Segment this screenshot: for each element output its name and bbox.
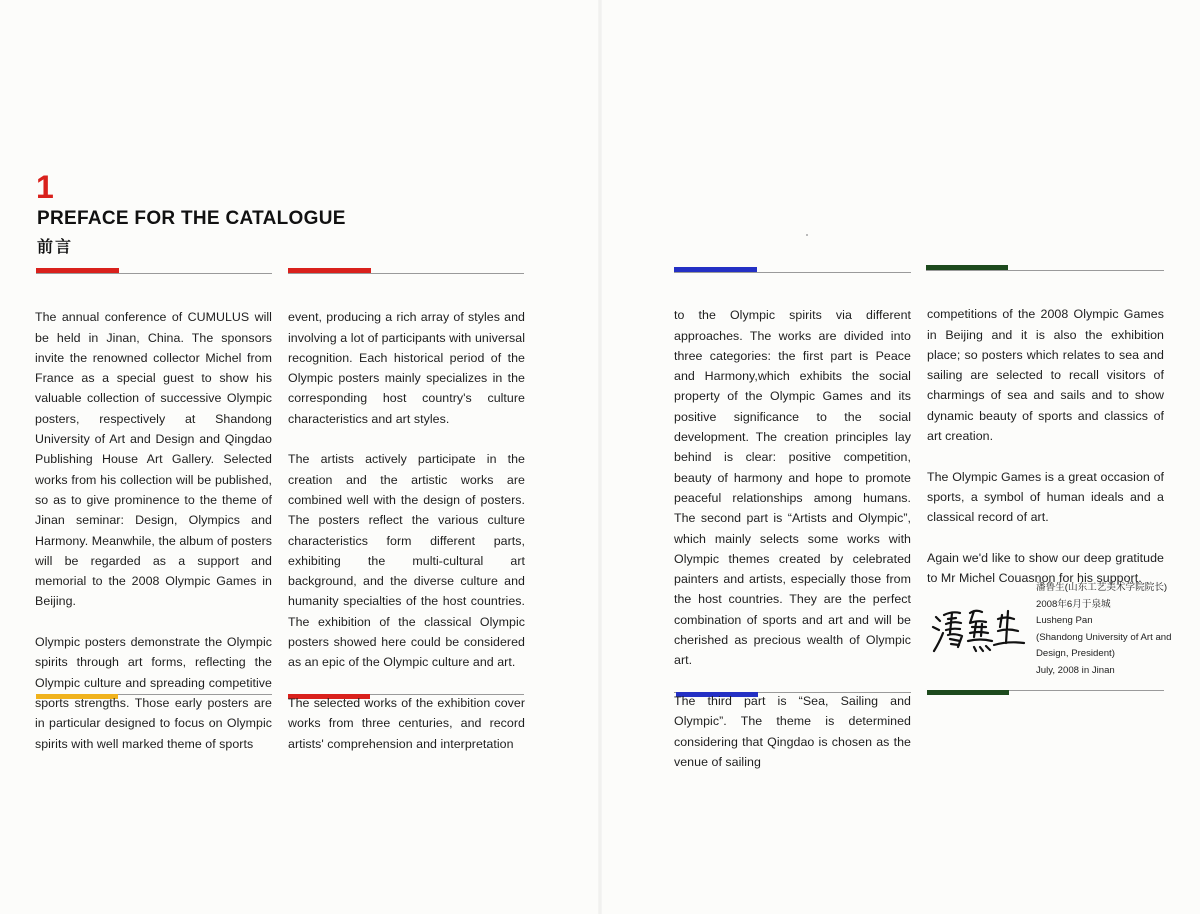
text-column-2: [288, 287, 525, 774]
text-column-4: [927, 284, 1164, 609]
text-column-1: [35, 287, 272, 774]
column-4-paragraph: The Olympic Games is a great occasion of sports, a symbol of human ideals and a classical record of art.: [927, 469, 1164, 525]
print-speck: [806, 234, 808, 236]
column-1-paragraph: The annual conference of CUMULUS will be held in Jinan, China. The sponsors invite the renowned collector Michel from France as a special guest to show his valuable collection of successive Olympic posters, respectively at Shandong University of Art and Design and Qingdao Publishing House Art Gallery. Selected works from his collection will be published, so as to give prominence to the theme of Jinan seminar: Design, Olympics and Harmony. Meanwhile, the album of posters will be regarded as a support and memorial to the 2008 Olympic Games in Beijing.: [35, 310, 272, 609]
signature-line: 潘鲁生(山东工艺美术学院院长): [1036, 582, 1168, 593]
text-column-3: [674, 285, 911, 792]
column-4-top-rule: [926, 270, 1164, 271]
signature-line: 2008年6月于泉城: [1036, 598, 1111, 610]
column-2-top-rule: [288, 273, 524, 274]
column-4-bottom-accent: [927, 690, 1009, 695]
column-2-paragraph: event, producing a rich array of styles and involving a lot of participants with universal recognition. Each historical period of the Olympic posters mainly specializes in the corresponding host country's culture characteristics and art styles.: [288, 310, 525, 426]
column-4-paragraph: competitions of the 2008 Olympic Games in Beijing and it is also the exhibition place; so posters which relates to sea and sailing are selected to recall visitors of charmings of sea and sails and to show dynamic beauty of sports and classics of art creation.: [927, 307, 1164, 444]
column-3-top-rule: [674, 272, 911, 273]
column-4-paragraph: Again we'd like to show our deep gratitude to Mr Michel Couasnon for his support.: [927, 550, 1164, 586]
column-1-top-rule: [36, 273, 272, 274]
column-2-top-accent: [288, 268, 371, 273]
signature-line: July, 2008 in Jinan: [1036, 664, 1115, 676]
column-1-paragraph: Olympic posters demonstrate the Olympic spirits through art forms, reflecting the Olympic culture and spreading competitive sports strengths. Those early posters are in particular designed to focus on Olympic spirits with well marked theme of sports: [35, 635, 272, 751]
page-gutter: [598, 0, 602, 914]
signature-line: Lusheng Pan: [1036, 615, 1093, 627]
column-2-paragraph: The artists actively participate in the creation and the artistic works are combined well with the design of posters. The posters reflect the various culture characteristics form different parts, exhibiting the multi-cultural art background, and the diverse culture and humanity specialties of the host countries. The exhibition of the classical Olympic posters showed here could be considered as an epic of the Olympic culture and art.: [288, 452, 525, 670]
signature-line: (Shandong University of Art and: [1036, 631, 1172, 643]
handwritten-signature: [930, 603, 1028, 657]
signature-credit: [1036, 580, 1176, 680]
section-number: 1: [36, 169, 54, 205]
column-3-paragraph: to the Olympic spirits via different approaches. The works are divided into three categories: the first part is Peace and Harmony,which exhibits the social property of the Olympic Games and its positive significance to the social development. The creation principles lay behind is clear: positive competition, beauty of harmony and hope to promote peaceful relationships among humans. The second part is “Artists and Olympic”, which mainly selects some works with Olympic themes created by celebrated painters and artists, especially those from the host countries. They are the perfect combination of sports and art and will be cherished as precious wealth of Olympic art.: [674, 308, 911, 668]
column-1-top-accent: [36, 268, 119, 273]
column-2-paragraph: The selected works of the exhibition cover works from three centuries, and record artists' comprehension and interpretation: [288, 695, 525, 751]
signature-line: Design, President): [1036, 648, 1115, 660]
page-subtitle-chinese: 前言: [37, 237, 74, 256]
column-3-paragraph: The third part is “Sea, Sailing and Olympic”. The theme is determined considering that Qingdao is chosen as the venue of sailing: [674, 693, 911, 769]
page-title: PREFACE FOR THE CATALOGUE: [37, 208, 346, 229]
column-3-top-accent: [674, 267, 757, 272]
column-4-top-accent: [926, 265, 1008, 270]
